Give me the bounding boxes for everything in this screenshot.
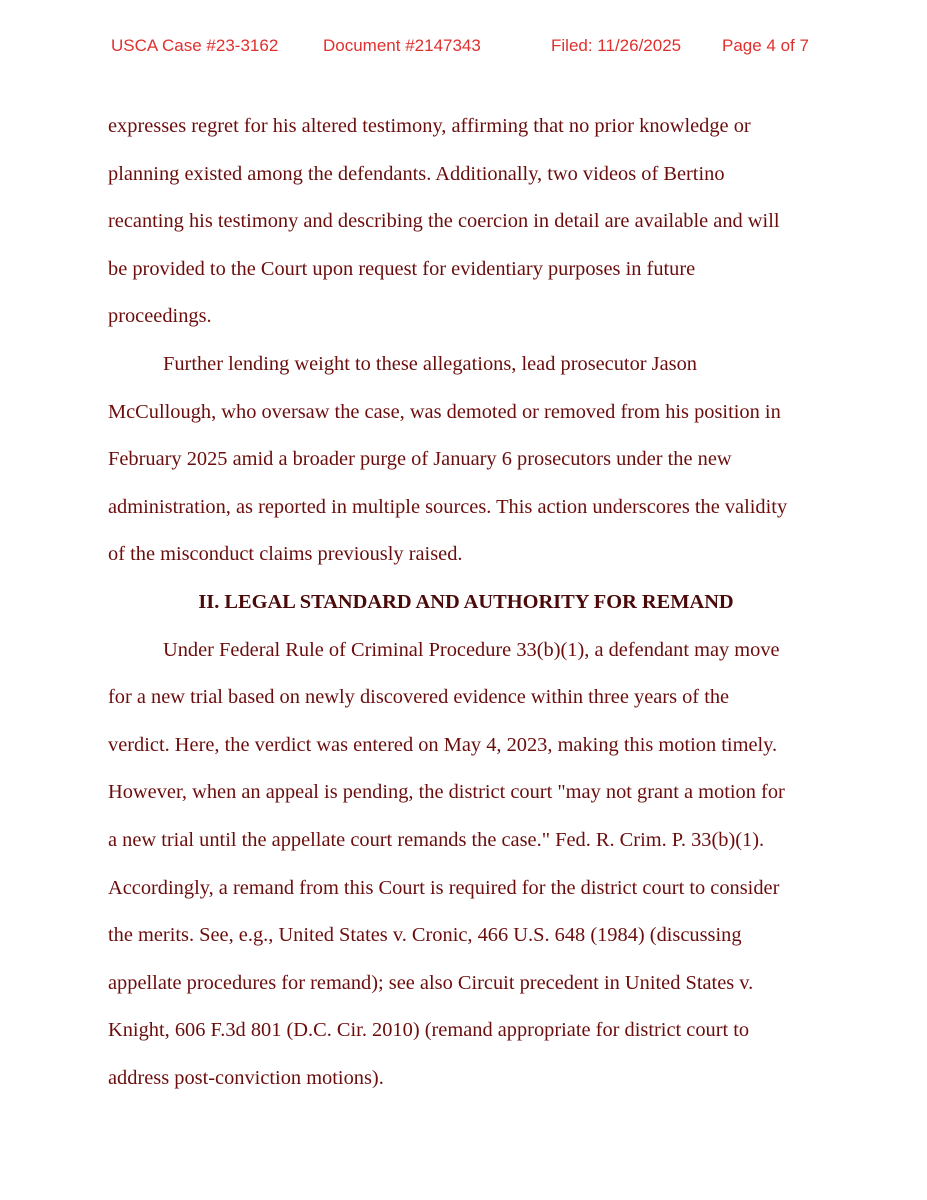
document-body (108, 103, 820, 1102)
document-number: Document #2147343 (323, 36, 481, 55)
page-number: Page 4 of 7 (722, 36, 809, 55)
filing-header (0, 36, 927, 58)
case-number: USCA Case #23-3162 (111, 36, 279, 55)
section-heading: II. LEGAL STANDARD AND AUTHORITY FOR REMAND (198, 590, 734, 613)
paragraph-legal-standard: Under Federal Rule of Criminal Procedure 33(b)(1), a defendant may move for a new trial based on newly discovered evidence within three years of the verdict. Here, the verdict was entered on May 4, 2023, making this motion timely. However, when an appeal is pending, the district court "may not grant a motion for a new trial until the appellate court remands the case." Fed. R. Crim. P. 33(b)(1). Accordingly, a remand from this Court is required for the district court to consider the merits. See, e.g., United States v. Cronic, 466 U.S. 648 (1984) (discussing appellate procedures for remand); see also Circuit precedent in United States v. Knight, 606 F.3d 801 (D.C. Cir. 2010) (remand appropriate for district court to address post-conviction motions). (108, 638, 785, 1089)
paragraph-testimony-continued: expresses regret for his altered testimony, affirming that no prior knowledge or planning existed among the defendants. Additionally, two videos of Bertino recanting his testimony and describing the coercion in detail are available and will be provided to the Court upon request for evidentiary purposes in future proceedings. (108, 115, 780, 328)
paragraph-prosecutor-removal: Further lending weight to these allegations, lead prosecutor Jason McCullough, who oversaw the case, was demoted or removed from his position in February 2025 amid a broader purge of January 6 prosecutors under the new administration, as reported in multiple sources. This action underscores the validity of the misconduct claims previously raised. (108, 352, 788, 566)
filed-date: Filed: 11/26/2025 (551, 36, 682, 55)
